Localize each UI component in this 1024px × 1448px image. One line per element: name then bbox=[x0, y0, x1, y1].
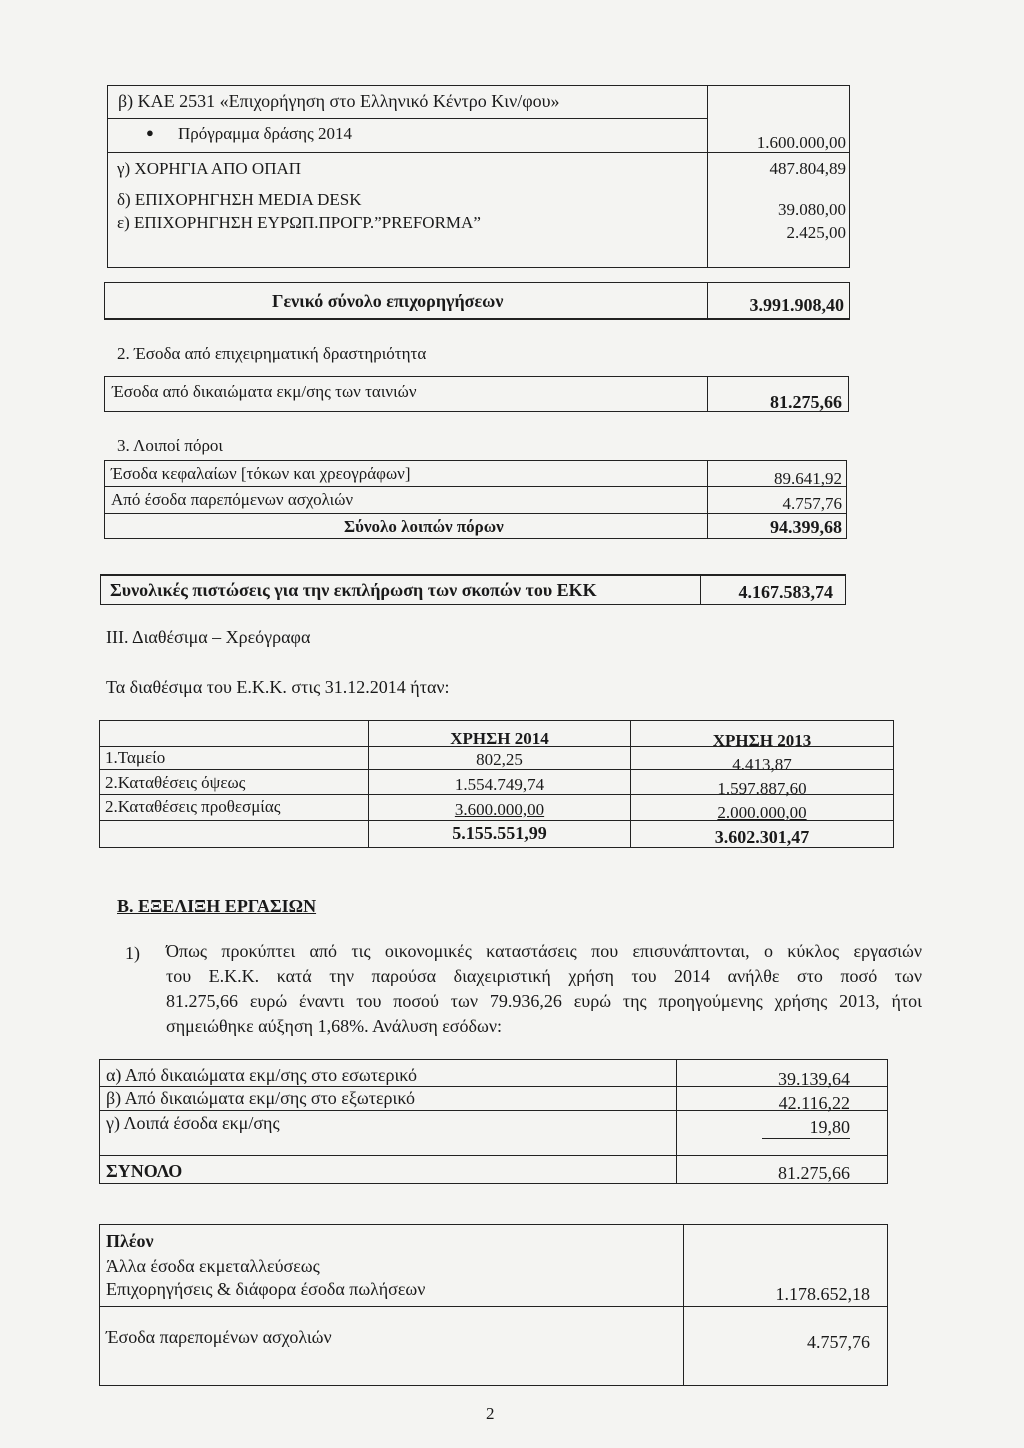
business-divider bbox=[707, 376, 708, 412]
other-row-label: Έσοδα κεφαλαίων [τόκων και χρεογράφων] bbox=[111, 464, 411, 483]
revenue-row-value: 39.139,64 bbox=[778, 1069, 850, 1089]
cash-underline bbox=[99, 820, 894, 821]
cash-row-2013: 4.413,87 bbox=[732, 755, 792, 774]
cash-col-2013: ΧΡΗΣΗ 2013 bbox=[712, 731, 812, 750]
revenue-row-label: γ) Λοιπά έσοδα εκμ/σης bbox=[106, 1113, 280, 1133]
cash-row-2013: 1.597.887,60 bbox=[717, 779, 807, 798]
business-value: 81.275,66 bbox=[770, 392, 842, 412]
cash-row-label: 2.Καταθέσεις προθεσμίας bbox=[105, 797, 281, 816]
grants-row-divider bbox=[107, 152, 850, 153]
overall-value: 4.167.583,74 bbox=[738, 582, 833, 602]
page-number: 2 bbox=[486, 1404, 495, 1423]
grants-total-value: 3.991.908,40 bbox=[749, 295, 844, 315]
plus-line: Επιχορηγήσεις & διάφορα έσοδα πωλήσεων bbox=[106, 1279, 426, 1299]
revenue-total-value: 81.275,66 bbox=[778, 1163, 850, 1183]
revenue-row-value: 42.116,22 bbox=[778, 1093, 850, 1113]
revenue-value-underline bbox=[762, 1138, 850, 1139]
bullet: ● bbox=[146, 125, 154, 140]
business-heading: 2. Έσοδα από επιχειρηματική δραστηριότητα bbox=[117, 344, 427, 363]
media-value: 39.080,00 bbox=[778, 200, 846, 219]
opap-label: γ) ΧΟΡΗΓΙΑ ΑΠΟ ΟΠΑΠ bbox=[117, 159, 302, 178]
revenue-divider bbox=[676, 1059, 677, 1184]
revenue-row-label: α) Από δικαιώματα εκμ/σης στο εσωτερικό bbox=[106, 1065, 417, 1085]
other-row-value: 89.641,92 bbox=[774, 469, 842, 488]
plus-line-value: 1.178.652,18 bbox=[775, 1284, 870, 1304]
revenue-total-label: ΣΥΝΟΛΟ bbox=[106, 1161, 183, 1181]
plus-divider bbox=[683, 1224, 684, 1386]
business-label: Έσοδα από δικαιώματα εκμ/σης των ταινιών bbox=[112, 382, 417, 401]
overall-divider bbox=[700, 574, 701, 605]
paragraph-line: 81.275,66 ευρώ έναντι του ποσού των 79.936,26 ευρώ της προηγούμενης χρήσης 2013, ήτοι bbox=[166, 991, 922, 1011]
cash-total-2014: 5.155.551,99 bbox=[452, 823, 547, 843]
plus-line-value: 4.757,76 bbox=[807, 1332, 870, 1352]
section-b-paragraph bbox=[166, 939, 922, 1039]
other-divider bbox=[707, 460, 708, 539]
grants-col-divider bbox=[707, 85, 708, 268]
plus-line: Έσοδα παρεπομένων ασχολιών bbox=[106, 1327, 332, 1347]
cash-row-label: 2.Καταθέσεις όψεως bbox=[105, 773, 246, 792]
cash-row-2013: 2.000.000,00 bbox=[717, 803, 807, 822]
paragraph-line: σημειώθηκε αύξηση 1,68%. Ανάλυση εσόδων: bbox=[166, 1016, 502, 1036]
kae-title: β) ΚΑΕ 2531 «Επιχορήγηση στο Ελληνικό Κέντρο Κιν/φου» bbox=[118, 91, 560, 111]
grants-row-divider bbox=[107, 118, 707, 119]
plus-heading: Πλέον bbox=[106, 1231, 154, 1251]
opap-value: 487.804,89 bbox=[769, 159, 846, 178]
revenue-row-divider bbox=[99, 1155, 888, 1156]
paragraph-line: Όπως προκύπτει από τις οικονομικές καταστάσεις που επισυνάπτονται, ο κύκλος εργασιών bbox=[166, 941, 922, 961]
program-label: Πρόγραμμα δράσης 2014 bbox=[178, 124, 352, 143]
cash-row-2014: 1.554.749,74 bbox=[454, 775, 545, 794]
preforma-label: ε) ΕΠΙΧΟΡΗΓΗΣΗ ΕΥΡΩΠ.ΠΡΟΓΡ.”PREFORMA” bbox=[117, 213, 481, 232]
cash-underline bbox=[99, 769, 894, 770]
item-number: 1) bbox=[125, 943, 140, 963]
other-total-label: Σύνολο λοιπών πόρων bbox=[344, 517, 504, 536]
other-total-value: 94.399,68 bbox=[770, 517, 842, 537]
grants-total-label: Γενικό σύνολο επιχορηγήσεων bbox=[272, 291, 504, 311]
cash-total-2013: 3.602.301,47 bbox=[714, 827, 810, 847]
grants-total-divider bbox=[707, 282, 708, 320]
other-row-label: Από έσοδα παρεπόμενων ασχολιών bbox=[111, 490, 354, 509]
section-b-heading: Β. ΕΞΕΛΙΞΗ ΕΡΓΑΣΙΩΝ bbox=[117, 896, 317, 916]
other-heading: 3. Λοιποί πόροι bbox=[117, 436, 224, 455]
other-row-value: 4.757,76 bbox=[782, 494, 842, 513]
cash-intro: Τα διαθέσιμα του Ε.Κ.Κ. στις 31.12.2014 ήταν: bbox=[106, 677, 450, 697]
revenue-row-value: 19,80 bbox=[809, 1117, 850, 1137]
revenue-row-label: β) Από δικαιώματα εκμ/σης στο εξωτερικό bbox=[106, 1088, 416, 1108]
other-row-divider bbox=[104, 513, 847, 514]
cash-col-2014: ΧΡΗΣΗ 2014 bbox=[450, 729, 549, 748]
program-value: 1.600.000,00 bbox=[756, 133, 846, 152]
cash-row-2014: 802,25 bbox=[476, 750, 523, 769]
cash-heading: ΙΙΙ. Διαθέσιμα – Χρεόγραφα bbox=[106, 627, 311, 647]
media-label: δ) ΕΠΙΧΟΡΗΓΗΣΗ MEDIA DESK bbox=[117, 190, 362, 209]
preforma-value: 2.425,00 bbox=[786, 223, 846, 242]
plus-row-divider bbox=[99, 1306, 888, 1307]
overall-label: Συνολικές πιστώσεις για την εκπλήρωση των σκοπών του ΕΚΚ bbox=[110, 580, 597, 600]
paragraph-line: του Ε.Κ.Κ. κατά την παρούσα διαχειριστική χρήση του 2014 ανήλθε στο ποσό των bbox=[166, 966, 922, 986]
plus-table bbox=[99, 1224, 888, 1386]
cash-underline bbox=[99, 794, 894, 795]
plus-line: Άλλα έσοδα εκμεταλλεύσεως bbox=[106, 1256, 320, 1276]
cash-row-2014: 3.600.000,00 bbox=[454, 800, 545, 819]
cash-row-label: 1.Ταμείο bbox=[105, 748, 166, 767]
